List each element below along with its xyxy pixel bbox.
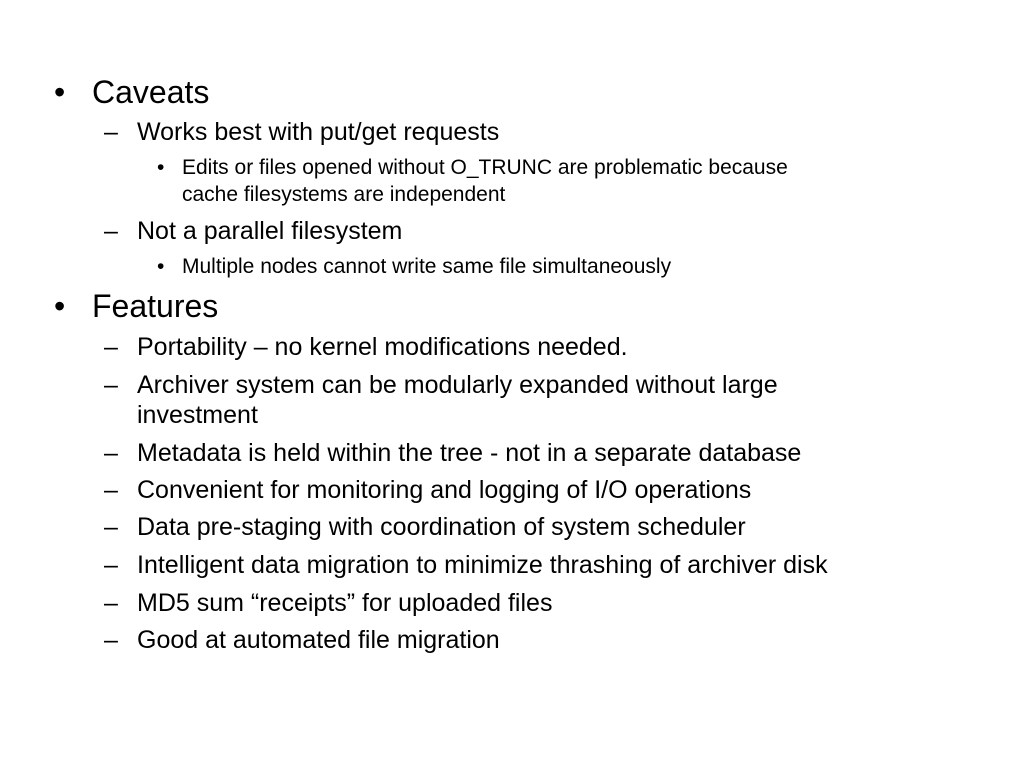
heading-features: Features [92, 288, 219, 324]
feature-item-metadata: Metadata is held within the tree - not in a separate database [137, 439, 802, 467]
dash-marker: – [104, 371, 118, 399]
caveat-item-put-get: Works best with put/get requests [137, 118, 500, 146]
feature-item-portability: Portability – no kernel modifications needed. [137, 333, 628, 361]
bullet-marker: • [54, 74, 66, 110]
feature-item-md5: MD5 sum “receipts” for uploaded files [137, 589, 553, 617]
dash-marker: – [104, 551, 118, 579]
feature-item-archiver-line2: investment [137, 401, 258, 429]
dash-marker: – [104, 626, 118, 654]
feature-item-archiver-line1: Archiver system can be modularly expanded without large [137, 371, 778, 399]
feature-item-automated: Good at automated file migration [137, 626, 500, 654]
caveat-subitem-otrunc-line2: cache filesystems are independent [182, 183, 506, 206]
caveat-item-not-parallel: Not a parallel filesystem [137, 217, 403, 245]
dash-marker: – [104, 439, 118, 467]
dash-marker: – [104, 589, 118, 617]
heading-caveats: Caveats [92, 74, 210, 110]
feature-item-monitoring: Convenient for monitoring and logging of I/O operations [137, 476, 752, 504]
dash-marker: – [104, 333, 118, 361]
caveat-subitem-multiple-nodes: Multiple nodes cannot write same file simultaneously [182, 255, 672, 278]
bullet-marker: • [54, 288, 66, 324]
dash-marker: – [104, 217, 118, 245]
dash-marker: – [104, 513, 118, 541]
caveat-subitem-otrunc-line1: Edits or files opened without O_TRUNC are problematic because [182, 156, 788, 179]
feature-item-prestaging: Data pre-staging with coordination of system scheduler [137, 513, 746, 541]
dash-marker: – [104, 476, 118, 504]
dash-marker: – [104, 118, 118, 146]
feature-item-migration: Intelligent data migration to minimize thrashing of archiver disk [137, 551, 828, 579]
sub-bullet-marker: • [157, 255, 165, 278]
sub-bullet-marker: • [157, 156, 165, 179]
